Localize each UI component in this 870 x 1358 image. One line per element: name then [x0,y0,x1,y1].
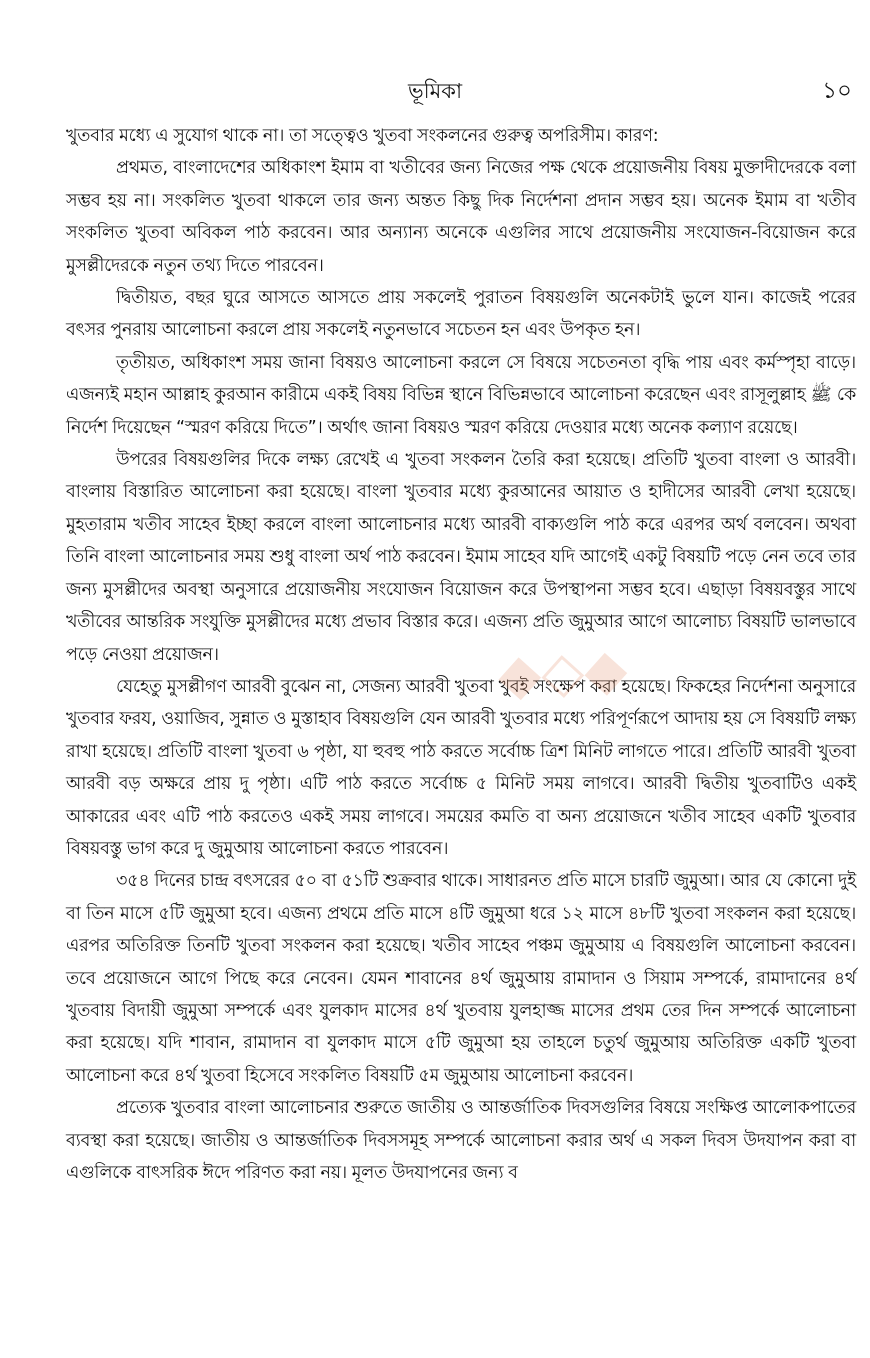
paragraph: ৩৫৪ দিনের চান্দ্র বৎসরের ৫০ বা ৫১টি শুক্রবার থাকে। সাধারনত প্রতি মাসে চারটি জুমুআ। আর যে কোনো দুই বা তিন মাসে ৫টি জুমুআ হবে। এজন্য প্রথমে প্রতি মাসে ৪টি জুমুআ ধরে ১২ মাসে ৪৮টি খুতবা সংকলন করা হয়েছে। এরপর অতিরিক্ত তিনটি খুতবা সংকলন করা হয়েছে। খতীব সাহেব পঞ্চম জুমুআয় এ বিষয়গুলি আলোচনা করবেন। তবে প্রয়োজনে আগে পিছে করে নেবেন। যেমন শাবানের ৪র্থ জুমুআয় রামাদান ও সিয়াম সম্পর্কে, রামাদানের ৪র্থ খুতবায় বিদায়ী জুমুআ সম্পর্কে এবং যুলকাদ মাসের ৪র্থ খুতবায় যুলহাজ্জ মাসের প্রথম তের দিন সম্পর্কে আলোচনা করা হয়েছে। যদি শাবান, রামাদান বা যুলকাদ মাসে ৫টি জুমুআ হয় তাহলে চতুর্থ জুমুআয় অতিরিক্ত একটি খুতবা আলোচনা করে ৪র্থ খুতবা হিসেবে সংকলিত বিষয়টি ৫ম জুমুআয় আলোচনা করবেন। [66,871,856,1086]
running-title: ভূমিকা [407,79,463,103]
page-header [0,78,870,108]
paragraph: প্রথমত, বাংলাদেশের অধিকাংশ ইমাম বা খতীবের জন্য নিজের পক্ষ থেকে প্রয়োজনীয় বিষয় মুক্তাদীদেরকে বলা সম্ভব হয় না। সংকলিত খুতবা থাকলে তার জন্য অন্তত কিছু দিক নির্দেশনা প্রদান সম্ভব হয়। অনেক ইমাম বা খতীব সংকলিত খুতবা অবিকল পাঠ করবেন। আর অন্যান্য অনেকে এগুলির সাথে প্রয়োজনীয় সংযোজন-বিয়োজন করে মুসল্লীদেরকে নতুন তথ্য দিতে পারবেন। [66,158,856,276]
page-number: ১০ [822,78,852,104]
paragraph: দ্বিতীয়ত, বছর ঘুরে আসতে আসতে প্রায় সকলেই পুরাতন বিষয়গুলি অনেকটাই ভুলে যান। কাজেই পরের বৎসর পুনরায় আলোচনা করলে প্রায় সকলেই নতুনভাবে সচেতন হন এবং উপকৃত হন। [66,288,856,341]
paragraph: তৃতীয়ত, অধিকাংশ সময় জানা বিষয়ও আলোচনা করলে সে বিষয়ে সচেতনতা বৃদ্ধি পায় এবং কর্মস্পৃহা বাড়ে। এজন্যই মহান আল্লাহ কুরআন কারীমে একই বিষয় বিভিন্ন স্থানে বিভিন্নভাবে আলোচনা করেছেন এবং রাসূলুল্লাহ ﷺ কে নির্দেশ দিয়েছেন “স্মরণ করিয়ে দিতে”। অর্থাৎ জানা বিষয়ও স্মরণ করিয়ে দেওয়ার মধ্যে অনেক কল্যাণ রয়েছে। [66,352,856,438]
paragraph: প্রত্যেক খুতবার বাংলা আলোচনার শুরুতে জাতীয় ও আন্তর্জাতিক দিবসগুলির বিষয়ে সংক্ষিপ্ত আলোকপাতের ব্যবস্থা করা হয়েছে। জাতীয় ও আন্তর্জাতিক দিবসসমূহ সম্পর্কে আলোচনা করার অর্থ এ সকল দিবস উদযাপন করা বা এগুলিকে বাৎসরিক ঈদে পরিণত করা নয়। মূলত উদযাপনের জন্য ব [66,1098,856,1183]
paragraph: যেহেতু মুসল্লীগণ আরবী বুঝেন না, সেজন্য আরবী খুতবা খুবই সংক্ষেপ করা হয়েছে। ফিকহের নির্দেশনা অনুসারে খুতবার ফরয, ওয়াজিব, সুন্নাত ও মুস্তাহাব বিষয়গুলি যেন আরবী খুতবার মধ্যে পরিপূর্ণরূপে আদায় হয় সে বিষয়টি লক্ষ্য রাখা হয়েছে। প্রতিটি বাংলা খুতবা ৬ পৃষ্ঠা, যা হুবহু পাঠ করতে সর্বোচ্চ ত্রিশ মিনিট লাগতে পারে। প্রতিটি আরবী খুতবা আরবী বড় অক্ষরে প্রায় দু পৃষ্ঠা। এটি পাঠ করতে সর্বোচ্চ ৫ মিনিট সময় লাগবে। আরবী দ্বিতীয় খুতবাটিও একই আকারের এবং এটি পাঠ করতেও একই সময় লাগবে। সময়ের কমতি বা অন্য প্রয়োজনে খতীব সাহেব একটি খুতবার বিষয়বস্তু ভাগ করে দু জুমুআয় আলোচনা করতে পারবেন। [66,676,856,859]
watermark-stamp: ◆◇◆ [496,636,629,709]
paragraph: খুতবার মধ্যে এ সুযোগ থাকে না। তা সত্ত্বেও খুতবা সংকলনের গুরুত্ব অপরিসীম। কারণ: [66,126,659,146]
body-text [66,120,856,1189]
paragraph: উপরের বিষয়গুলির দিকে লক্ষ্য রেখেই এ খুতবা সংকলন তৈরি করা হয়েছে। প্রতিটি খুতবা বাংলা ও আরবী। বাংলায় বিস্তারিত আলোচনা করা হয়েছে। বাংলা খুতবার মধ্যে কুরআনের আয়াত ও হাদীসের আরবী লেখা হয়েছে। মুহতারাম খতীব সাহেব ইচ্ছা করলে বাংলা আলোচনার মধ্যে আরবী বাক্যগুলি পাঠ করে এরপর অর্থ বলবেন। অথবা তিনি বাংলা আলোচনার সময় শুধু বাংলা অর্থ পাঠ করবেন। ইমাম সাহেব যদি আগেই একটু বিষয়টি পড়ে নেন তবে তার জন্য মুসল্লীদের অবস্থা অনুসারে প্রয়োজনীয় সংযোজন বিয়োজন করে উপস্থাপনা সম্ভব হবে। এছাড়া বিষয়বস্তুর সাথে খতীবের আন্তরিক সংযুক্তি মুসল্লীদের মধ্যে প্রভাব বিস্তার করে। এজন্য প্রতি জুমুআর আগে আলোচ্য বিষয়টি ভালভাবে পড়ে নেওয়া প্রয়োজন। [66,450,856,665]
